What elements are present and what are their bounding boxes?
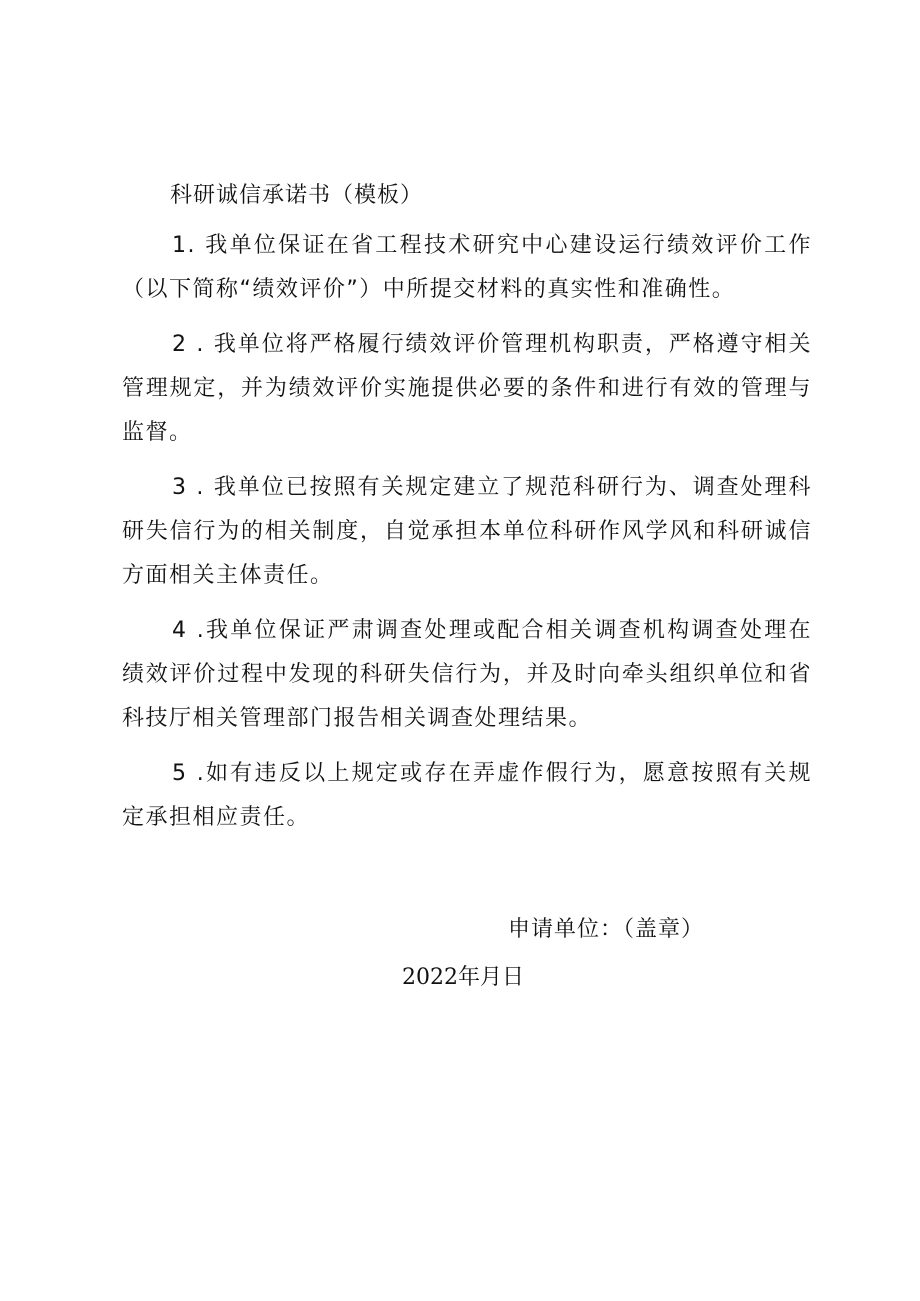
commitment-item-2: 2 . 我单位将严格履行绩效评价管理机构职责，严格遵守相关管理规定，并为绩效评价实施提供必要的条件和进行有效的管理与监督。 bbox=[122, 332, 812, 445]
commitment-item-3: 3 . 我单位已按照有关规定建立了规范科研行为、调查处理科研失信行为的相关制度，自觉承担本单位科研作风学风和科研诚信方面相关主体责任。 bbox=[122, 475, 812, 588]
commitment-body bbox=[122, 224, 812, 851]
document-title: 科研诚信承诺书（模板） bbox=[170, 183, 424, 208]
applicant-signature-line: 申请单位：（盖章） bbox=[508, 917, 705, 942]
commitment-item-1: 1. 我单位保证在省工程技术研究中心建设运行绩效评价工作（以下简称“绩效评价”）中所提交材料的真实性和准确性。 bbox=[122, 233, 812, 302]
commitment-item-4: 4 .我单位保证严肃调查处理或配合相关调查机构调查处理在绩效评价过程中发现的科研失信行为，并及时向牵头组织单位和省科技厅相关管理部门报告相关调查处理结果。 bbox=[122, 618, 812, 731]
signature-date: 2022年月日 bbox=[402, 965, 524, 990]
commitment-item-5: 5 .如有违反以上规定或存在弄虚作假行为，愿意按照有关规定承担相应责任。 bbox=[122, 761, 812, 830]
